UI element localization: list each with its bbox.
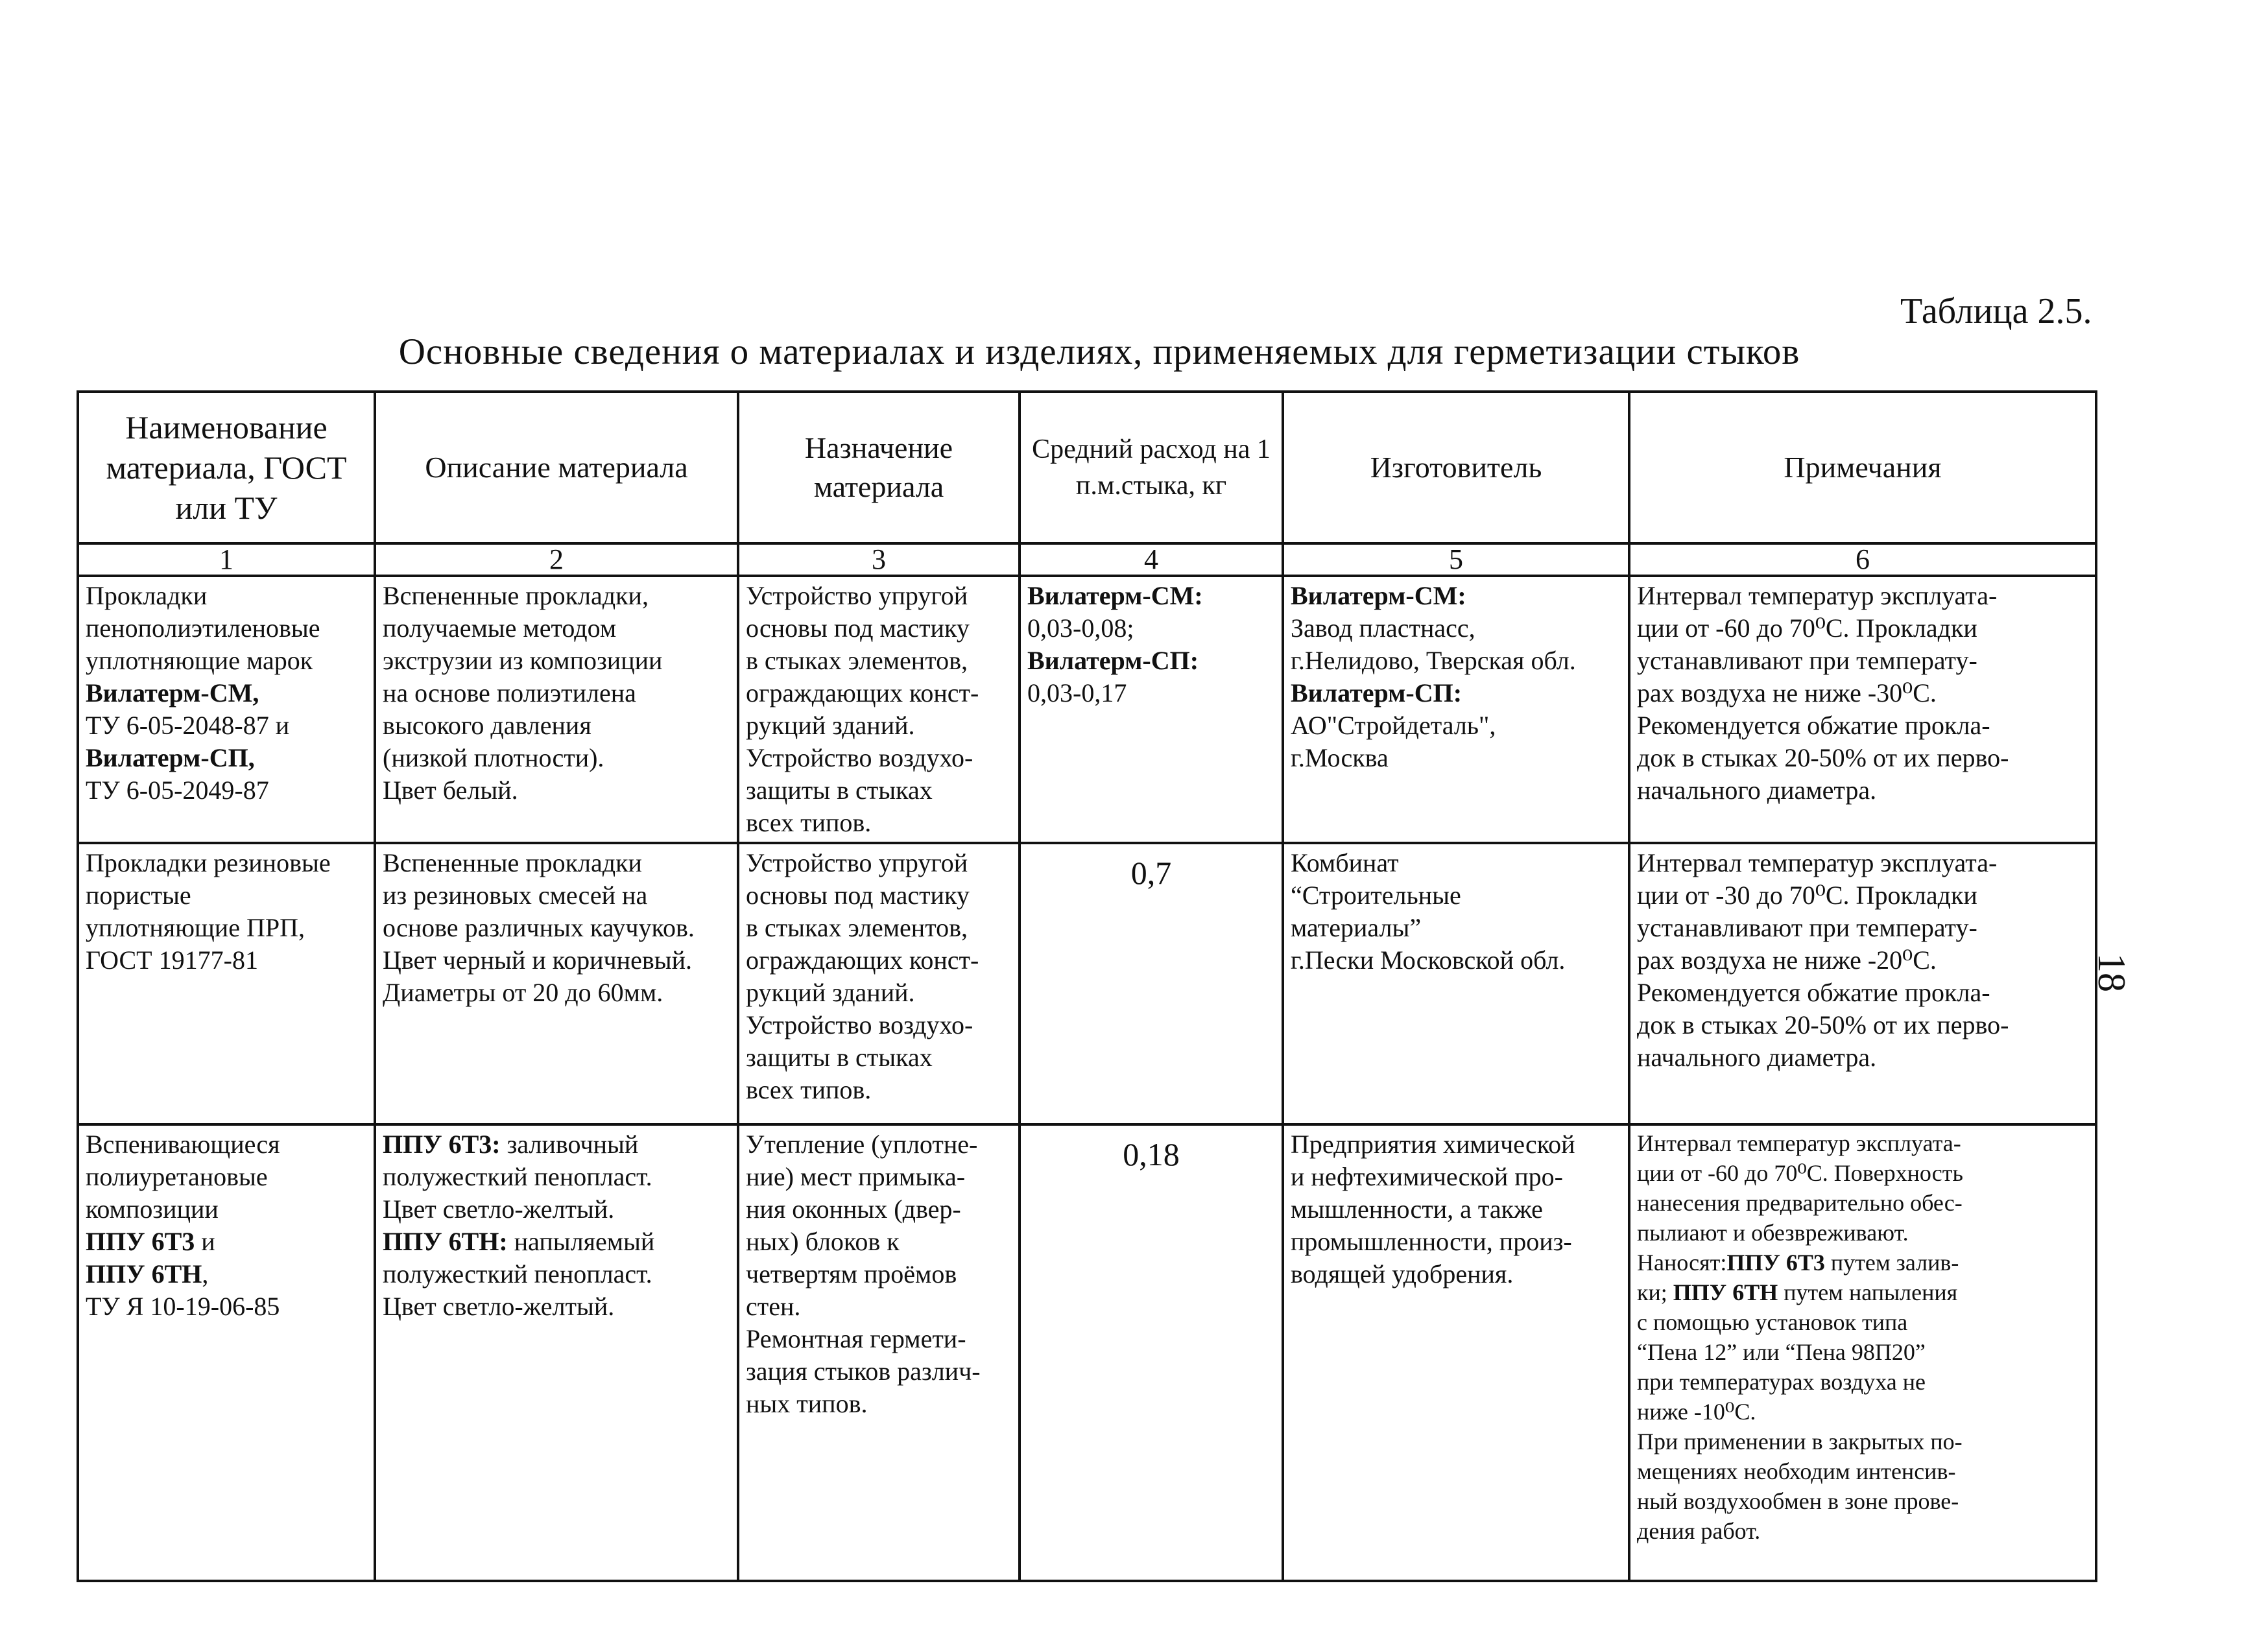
name-text: и [195, 1227, 215, 1256]
column-number-row [78, 543, 2096, 576]
brand-name: Вилатерм-СП, [86, 743, 255, 772]
brand-name: ППУ 6Т3 [86, 1227, 195, 1256]
document-title: Основные сведения о материалах и изделиях, применяемых для герметизации стыков [398, 331, 1800, 372]
notes-text: путем напыления с помощью установок типа “Пена 12” или “Пена 98П20” при температурах воздуха не ниже -10⁰С. При применении в закрытых по- мещениях необходим интенсив- ный воздухообмен в зоне прове- дения работ. [1637, 1279, 1963, 1544]
cell-consumption: 0,7 [1020, 843, 1283, 1124]
notes-text: Интервал температур эксплуата- ции от -60 до 70⁰С. Поверхность нанесения предварительно обес- пылиают и обезвреживают. Наносят: [1637, 1130, 1963, 1276]
cell-name: Прокладки резиновые пористые уплотняющие ПРП, ГОСТ 19177-81 [78, 843, 375, 1124]
manufacturer-text: АО"Стройдеталь", г.Москва [1291, 711, 1496, 772]
column-number: 1 [78, 543, 375, 576]
column-number: 3 [738, 543, 1020, 576]
cell-notes: Интервал температур эксплуата- ции от -60 до 70⁰С. Прокладки устанавливают при температу- рах воздуха не ниже -30⁰С. Рекомендуется обжатие прокла- док в стыках 20-50% от их перво- начального диаметра. [1629, 576, 2096, 843]
name-text: Прокладки пенополиэтиленовые уплотняющие марок [86, 581, 320, 675]
cell-purpose: Утепление (уплотне- ние) мест примыка- ния оконных (двер- ных) блоков к четвертям проёмов стен. Ремонтная гермети- зация стыков различ- ных типов. [738, 1124, 1020, 1581]
consumption-value: 0,03-0,08; [1027, 613, 1134, 643]
cell-consumption: 0,18 [1020, 1124, 1283, 1581]
cell-name [78, 576, 375, 843]
description-text: напыляемый полужесткий пенопласт. Цвет светло-желтый. [383, 1227, 655, 1321]
header-purpose: Назначение материала [738, 392, 1020, 543]
cell-notes: Интервал температур эксплуата- ции от -30 до 70⁰С. Прокладки устанавливают при температу- рах воздуха не ниже -20⁰С. Рекомендуется обжатие прокла- док в стыках 20-50% от их перво- начального диаметра. [1629, 843, 2096, 1124]
cell-notes [1629, 1124, 2096, 1581]
table-header-row [78, 392, 2096, 543]
description-text: заливочный полужесткий пенопласт. Цвет светло-желтый. [383, 1130, 652, 1224]
cell-purpose: Устройство упругой основы под мастику в стыках элементов, ограждающих конст- рукций зданий. Устройство воздухо- защиты в стыках всех типов. [738, 843, 1020, 1124]
notes-text: путем залив- ки; [1637, 1250, 1959, 1305]
spec-text: ТУ 6-05-2049-87 [86, 776, 269, 805]
header-manufacturer: Изготовитель [1283, 392, 1629, 543]
column-number: 6 [1629, 543, 2096, 576]
spec-text: ТУ Я 10-19-06-85 [86, 1292, 280, 1321]
cell-manufacturer: Предприятия химической и нефтехимической про- мышленности, а также промышленности, произ- водящей удобрения. [1283, 1124, 1629, 1581]
cell-manufacturer [1283, 576, 1629, 843]
header-consumption: Средний расход на 1 п.м.стыка, кг [1020, 392, 1283, 543]
materials-table [77, 390, 2097, 1582]
table-row [78, 1124, 2096, 1581]
cell-description: Вспененные прокладки из резиновых смесей на основе различных каучуков. Цвет черный и коричневый. Диаметры от 20 до 60мм. [375, 843, 738, 1124]
table-caption: Таблица 2.5. [1900, 291, 2092, 331]
spec-text: ТУ 6-05-2048-87 и [86, 711, 290, 740]
cell-description [375, 1124, 738, 1581]
table-row [78, 843, 2096, 1124]
name-text: , [202, 1259, 209, 1288]
cell-consumption [1020, 576, 1283, 843]
brand-name: Вилатерм-СМ: [1027, 581, 1203, 610]
cell-purpose: Устройство упругой основы под мастику в стыках элементов, ограждающих конст- рукций зданий. Устройство воздухо- защиты в стыках всех типов. [738, 576, 1020, 843]
brand-name: ППУ 6Т3 [1726, 1250, 1825, 1276]
name-text: Вспенивающиеся полиуретановые композиции [86, 1130, 280, 1224]
cell-name [78, 1124, 375, 1581]
brand-name: ППУ 6ТН [86, 1259, 202, 1288]
brand-name: Вилатерм-СМ: [1291, 581, 1466, 610]
manufacturer-text: Завод пластнасс, г.Нелидово, Тверская обл. [1291, 613, 1576, 675]
brand-name: ППУ 6ТН [1673, 1279, 1778, 1305]
table-row [78, 576, 2096, 843]
brand-name: ППУ 6ТН: [383, 1227, 508, 1256]
header-description: Описание материала [375, 392, 738, 543]
consumption-value: 0,03-0,17 [1027, 678, 1127, 707]
brand-name: Вилатерм-СП: [1027, 646, 1199, 675]
brand-name: Вилатерм-СП: [1291, 678, 1462, 707]
brand-name: ППУ 6Т3: [383, 1130, 501, 1159]
column-number: 2 [375, 543, 738, 576]
cell-description: Вспененные прокладки, получаемые методом экструзии из композиции на основе полиэтилена высокого давления (низкой плотности). Цвет белый. [375, 576, 738, 843]
page-number: 18 [2090, 953, 2133, 992]
header-name: Наименование материала, ГОСТ или ТУ [78, 392, 375, 543]
cell-manufacturer: Комбинат “Строительные материалы” г.Пески Московской обл. [1283, 843, 1629, 1124]
column-number: 5 [1283, 543, 1629, 576]
brand-name: Вилатерм-СМ, [86, 678, 259, 707]
header-notes: Примечания [1629, 392, 2096, 543]
column-number: 4 [1020, 543, 1283, 576]
